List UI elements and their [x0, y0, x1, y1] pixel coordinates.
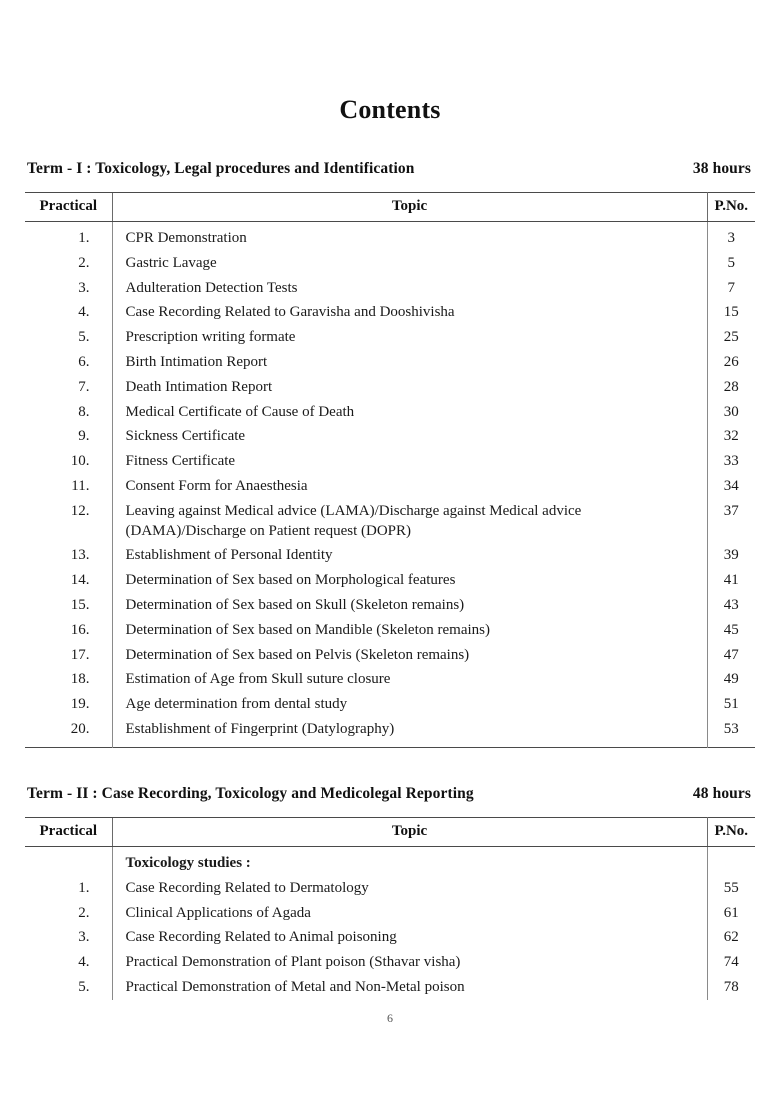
term-hours: 38 hours: [692, 160, 751, 177]
page-number-cell: 26: [723, 353, 739, 370]
practical-number: 17.: [70, 646, 90, 663]
topic-cell: Estimation of Age from Skull suture closure: [112, 668, 707, 693]
table-row: [25, 593, 755, 618]
table-header: [25, 818, 755, 847]
column-header-practical: Practical: [25, 818, 112, 847]
table-row: [25, 326, 755, 351]
topic-cell: Determination of Sex based on Morphological features: [112, 569, 707, 594]
term-heading: [25, 160, 755, 178]
page-number-cell: 28: [723, 378, 739, 395]
term-heading-label: Term - II : Case Recording, Toxicology and Medicolegal Reporting: [27, 785, 474, 802]
practical-number: 5.: [78, 329, 90, 346]
table-row: [25, 901, 755, 926]
table-row: [25, 876, 755, 901]
topic-cell: Sickness Certificate: [112, 425, 707, 450]
practical-number: 16.: [70, 621, 90, 638]
practical-number: 9.: [78, 428, 90, 445]
topic-cell: Practical Demonstration of Metal and Non-Metal poison: [112, 975, 707, 1000]
page-number-cell: 55: [723, 879, 739, 896]
topic-cell: Consent Form for Anaesthesia: [112, 474, 707, 499]
page-number-cell: 49: [723, 671, 739, 688]
practical-number: 15.: [70, 596, 90, 613]
practical-number: 13.: [70, 547, 90, 564]
table-row: [25, 474, 755, 499]
page-number-cell: 74: [723, 954, 739, 971]
page-number-cell: 45: [723, 621, 739, 638]
practical-number: [25, 847, 112, 877]
section-term-2: [25, 785, 755, 1000]
practical-number: 8.: [78, 403, 90, 420]
contents-table: [25, 192, 755, 748]
column-header-topic: Topic: [112, 193, 707, 222]
table-row: [25, 643, 755, 668]
topic-cell: Gastric Lavage: [112, 251, 707, 276]
table-header-row: [25, 818, 755, 847]
practical-number: 19.: [70, 696, 90, 713]
table-row: [25, 375, 755, 400]
practical-number: 14.: [70, 572, 90, 589]
topic-cell: Fitness Certificate: [112, 450, 707, 475]
table-header: [25, 193, 755, 222]
term-hours: 48 hours: [692, 785, 751, 802]
topic-cell: Birth Intimation Report: [112, 350, 707, 375]
practical-number: 1.: [78, 230, 90, 246]
table-row: [25, 569, 755, 594]
page-number-cell: 53: [723, 720, 739, 737]
table-row: [25, 222, 755, 252]
table-row: [25, 251, 755, 276]
section-term-1: [25, 160, 755, 748]
practical-number: 4.: [78, 304, 90, 321]
practical-number: 4.: [78, 954, 90, 971]
practical-number: 1.: [78, 879, 90, 896]
page-number-cell: 25: [723, 329, 739, 346]
practical-number: 7.: [78, 378, 90, 395]
column-header-page-no: P.No.: [707, 818, 755, 847]
practical-number: 18.: [70, 671, 90, 688]
topic-cell: Establishment of Fingerprint (Datylography): [112, 717, 707, 747]
page-number-cell: 32: [723, 428, 739, 445]
page-number-cell: 7: [727, 279, 735, 296]
table-row: [25, 544, 755, 569]
topic-cell: Adulteration Detection Tests: [112, 276, 707, 301]
table-row: [25, 951, 755, 976]
practical-number: 6.: [78, 353, 90, 370]
topic-cell: Establishment of Personal Identity: [112, 544, 707, 569]
topic-cell: Case Recording Related to Dermatology: [112, 876, 707, 901]
table-row: [25, 693, 755, 718]
table-subheading-row: [25, 847, 755, 877]
practical-number: 12.: [70, 502, 90, 519]
topic-cell: Age determination from dental study: [112, 693, 707, 718]
page-number-cell: 3: [727, 230, 735, 246]
topic-cell: Toxicology studies :: [112, 847, 707, 877]
topic-cell: Medical Certificate of Cause of Death: [112, 400, 707, 425]
page-number-cell: 41: [723, 572, 739, 589]
topic-cell: Clinical Applications of Agada: [112, 901, 707, 926]
topic-cell: Death Intimation Report: [112, 375, 707, 400]
table-row: [25, 926, 755, 951]
page-number-cell: 61: [723, 904, 739, 921]
practical-number: 10.: [70, 453, 90, 470]
table-row: [25, 425, 755, 450]
practical-number: 2.: [78, 904, 90, 921]
page-number-cell: 78: [723, 978, 739, 995]
topic-cell: Determination of Sex based on Mandible (Skeleton remains): [112, 618, 707, 643]
column-header-practical: Practical: [25, 193, 112, 222]
column-header-topic: Topic: [112, 818, 707, 847]
page-number-cell: 37: [723, 502, 739, 519]
table-row: [25, 400, 755, 425]
table-row: [25, 450, 755, 475]
term-heading-label: Term - I : Toxicology, Legal procedures and Identification: [27, 160, 415, 177]
table-row: [25, 499, 755, 544]
page-number-cell: 33: [723, 453, 739, 470]
table-row: [25, 276, 755, 301]
table-header-row: [25, 193, 755, 222]
practical-number: 2.: [78, 254, 90, 271]
page-title: Contents: [339, 95, 441, 124]
topic-cell: Leaving against Medical advice (LAMA)/Discharge against Medical advice (DAMA)/Discharge on Patient request (DOPR): [112, 499, 707, 544]
table-body: [25, 222, 755, 748]
topic-cell: Determination of Sex based on Pelvis (Skeleton remains): [112, 643, 707, 668]
practical-number: 3.: [78, 929, 90, 946]
topic-cell: Determination of Sex based on Skull (Skeleton remains): [112, 593, 707, 618]
table-row: [25, 975, 755, 1000]
page-number-cell: [707, 847, 755, 877]
page-number-cell: 47: [723, 646, 739, 663]
column-header-page-no: P.No.: [707, 193, 755, 222]
table-row: [25, 618, 755, 643]
page-number-cell: 15: [723, 304, 739, 321]
practical-number: 11.: [71, 477, 90, 494]
table-row: [25, 668, 755, 693]
page-number-cell: 43: [723, 596, 739, 613]
page-number-cell: 51: [723, 696, 739, 713]
page-number-cell: 30: [723, 403, 739, 420]
topic-cell: Case Recording Related to Animal poisoning: [112, 926, 707, 951]
table-row: [25, 350, 755, 375]
page-number-cell: 5: [727, 254, 735, 271]
practical-number: 3.: [78, 279, 90, 296]
topic-cell: Prescription writing formate: [112, 326, 707, 351]
topic-cell: Case Recording Related to Garavisha and Dooshivisha: [112, 301, 707, 326]
topic-cell: CPR Demonstration: [112, 222, 707, 252]
page-number-cell: 39: [723, 547, 739, 564]
table-row: [25, 717, 755, 747]
page-number: 6: [387, 1011, 393, 1025]
contents-table: [25, 817, 755, 1000]
page-number-cell: 34: [723, 477, 739, 494]
table-row: [25, 301, 755, 326]
practical-number: 5.: [78, 978, 90, 995]
term-heading: [25, 785, 755, 803]
topic-cell: Practical Demonstration of Plant poison (Sthavar visha): [112, 951, 707, 976]
page-number-cell: 62: [723, 929, 739, 946]
table-body: [25, 847, 755, 1001]
practical-number: 20.: [70, 720, 90, 737]
